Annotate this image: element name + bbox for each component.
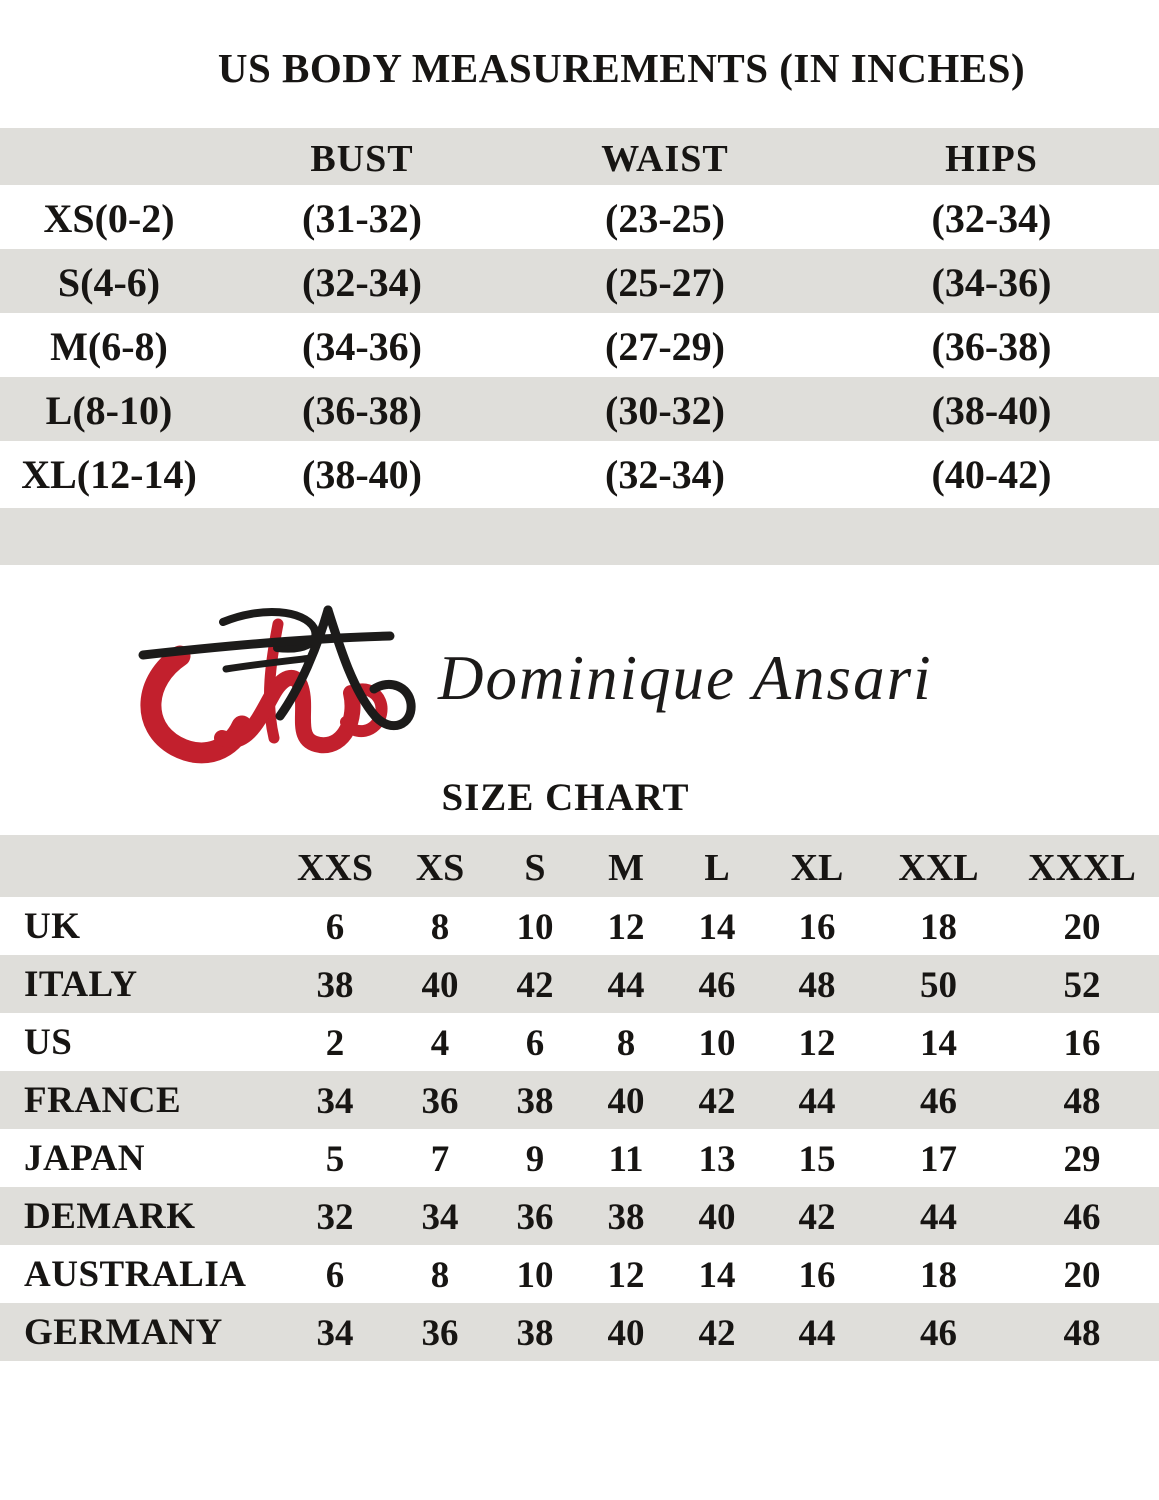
size-value: 36 <box>421 1313 459 1354</box>
waist-value: (25-27) <box>605 260 725 305</box>
size-value: 52 <box>1063 965 1101 1006</box>
waist-value: (23-25) <box>605 196 725 241</box>
bust-value: (38-40) <box>302 452 422 497</box>
size-value: 48 <box>798 965 836 1006</box>
country-label: US <box>24 1021 73 1063</box>
size-value: 34 <box>421 1197 459 1238</box>
measurement-row-xl <box>0 441 1159 505</box>
brand-header <box>0 585 1159 771</box>
size-value: 38 <box>516 1313 554 1354</box>
hips-value: (36-38) <box>931 324 1052 369</box>
size-label: XS(0-2) <box>43 196 175 241</box>
size-value: 32 <box>316 1197 354 1238</box>
size-value: 44 <box>798 1081 836 1122</box>
size-value: 44 <box>798 1313 836 1354</box>
size-value: 12 <box>607 907 645 948</box>
country-label: JAPAN <box>24 1137 146 1179</box>
size-chart-header-row <box>0 835 1159 897</box>
size-value: 5 <box>325 1139 345 1180</box>
size-value: 15 <box>798 1139 836 1180</box>
measurements-title: US BODY MEASUREMENTS (IN INCHES) <box>217 45 1026 91</box>
country-label: ITALY <box>24 963 138 1005</box>
size-label: S(4-6) <box>57 260 161 305</box>
size-value: 38 <box>607 1197 645 1238</box>
size-value: 6 <box>325 1255 345 1296</box>
waist-value: (30-32) <box>605 388 725 433</box>
size-value: 36 <box>516 1197 554 1238</box>
size-value: 13 <box>698 1139 736 1180</box>
size-value: 11 <box>608 1139 644 1180</box>
size-value: 42 <box>798 1197 836 1238</box>
size-value: 12 <box>607 1255 645 1296</box>
size-row-japan <box>0 1129 1159 1187</box>
size-row-france <box>0 1071 1159 1129</box>
measurements-header-spacer <box>0 155 218 159</box>
size-value: 14 <box>698 1255 736 1296</box>
divider-band <box>0 508 1159 565</box>
column-header-hips: HIPS <box>945 137 1038 180</box>
size-value: 17 <box>920 1139 957 1180</box>
size-value: 4 <box>430 1023 450 1064</box>
measurement-row-m <box>0 313 1159 377</box>
size-value: 42 <box>516 965 554 1006</box>
column-header-xl: XL <box>790 846 844 889</box>
size-label: L(8-10) <box>45 388 173 433</box>
size-value: 14 <box>920 1023 957 1064</box>
size-value: 2 <box>325 1023 345 1064</box>
brand-monogram-icon <box>128 588 428 768</box>
size-value: 18 <box>920 907 957 948</box>
bust-value: (32-34) <box>302 260 422 305</box>
column-header-xxxl: XXXL <box>1028 846 1136 889</box>
international-size-chart-table <box>0 835 1159 1361</box>
size-value: 46 <box>920 1313 957 1354</box>
size-label: M(6-8) <box>50 324 168 369</box>
size-value: 10 <box>516 907 554 948</box>
waist-value: (27-29) <box>605 324 725 369</box>
size-value: 18 <box>920 1255 957 1296</box>
hips-value: (34-36) <box>931 260 1052 305</box>
size-value: 16 <box>798 1255 836 1296</box>
size-value: 46 <box>1063 1197 1101 1238</box>
country-label: FRANCE <box>24 1079 182 1121</box>
hips-value: (32-34) <box>931 196 1052 241</box>
column-header-xxl: XXL <box>898 846 979 889</box>
size-value: 50 <box>920 965 957 1006</box>
size-value: 48 <box>1063 1313 1101 1354</box>
size-chart-title: SIZE CHART <box>441 776 690 819</box>
bust-value: (34-36) <box>302 324 422 369</box>
size-value: 7 <box>430 1139 450 1180</box>
column-header-s: S <box>524 846 546 889</box>
size-value: 44 <box>920 1197 957 1238</box>
size-value: 14 <box>698 907 736 948</box>
size-value: 40 <box>607 1313 645 1354</box>
size-value: 6 <box>325 907 345 948</box>
size-row-uk <box>0 897 1159 955</box>
size-value: 44 <box>607 965 645 1006</box>
bust-value: (36-38) <box>302 388 422 433</box>
size-value: 40 <box>421 965 459 1006</box>
column-header-waist: WAIST <box>601 137 729 180</box>
size-value: 9 <box>525 1139 545 1180</box>
measurement-row-s <box>0 249 1159 313</box>
size-value: 46 <box>920 1081 957 1122</box>
size-value: 36 <box>421 1081 459 1122</box>
measurements-header-row <box>0 128 1159 185</box>
size-value: 29 <box>1063 1139 1101 1180</box>
size-value: 38 <box>316 965 354 1006</box>
size-value: 10 <box>698 1023 736 1064</box>
size-value: 20 <box>1063 1255 1101 1296</box>
size-value: 34 <box>316 1313 354 1354</box>
size-row-germany <box>0 1303 1159 1361</box>
size-value: 12 <box>798 1023 836 1064</box>
size-value: 46 <box>698 965 736 1006</box>
size-value: 8 <box>430 907 450 948</box>
country-label: GERMANY <box>24 1311 223 1353</box>
column-header-bust: BUST <box>310 137 414 180</box>
size-value: 40 <box>698 1197 736 1238</box>
bust-value: (31-32) <box>302 196 422 241</box>
size-value: 16 <box>1063 1023 1101 1064</box>
size-value: 8 <box>430 1255 450 1296</box>
size-label: XL(12-14) <box>21 452 197 497</box>
size-value: 48 <box>1063 1081 1101 1122</box>
size-value: 40 <box>607 1081 645 1122</box>
brand-name: Dominique Ansari <box>438 642 933 713</box>
waist-value: (32-34) <box>605 452 725 497</box>
country-label: DEMARK <box>24 1195 196 1237</box>
size-row-australia <box>0 1245 1159 1303</box>
size-value: 6 <box>525 1023 545 1064</box>
size-row-us <box>0 1013 1159 1071</box>
country-label: UK <box>24 905 81 947</box>
size-value: 16 <box>798 907 836 948</box>
column-header-l: L <box>704 846 730 889</box>
hips-value: (40-42) <box>931 452 1052 497</box>
size-value: 42 <box>698 1313 736 1354</box>
measurement-row-l <box>0 377 1159 441</box>
size-row-italy <box>0 955 1159 1013</box>
us-measurements-table <box>0 128 1159 505</box>
size-value: 34 <box>316 1081 354 1122</box>
size-row-denmark <box>0 1187 1159 1245</box>
size-value: 38 <box>516 1081 554 1122</box>
size-value: 20 <box>1063 907 1101 948</box>
size-value: 10 <box>516 1255 554 1296</box>
size-value: 8 <box>616 1023 636 1064</box>
size-value: 42 <box>698 1081 736 1122</box>
column-header-xs: XS <box>415 846 465 889</box>
column-header-xxs: XXS <box>296 846 374 889</box>
column-header-m: M <box>608 846 644 889</box>
measurement-row-xs <box>0 185 1159 249</box>
country-label: AUSTRALIA <box>24 1253 247 1295</box>
hips-value: (38-40) <box>931 388 1052 433</box>
